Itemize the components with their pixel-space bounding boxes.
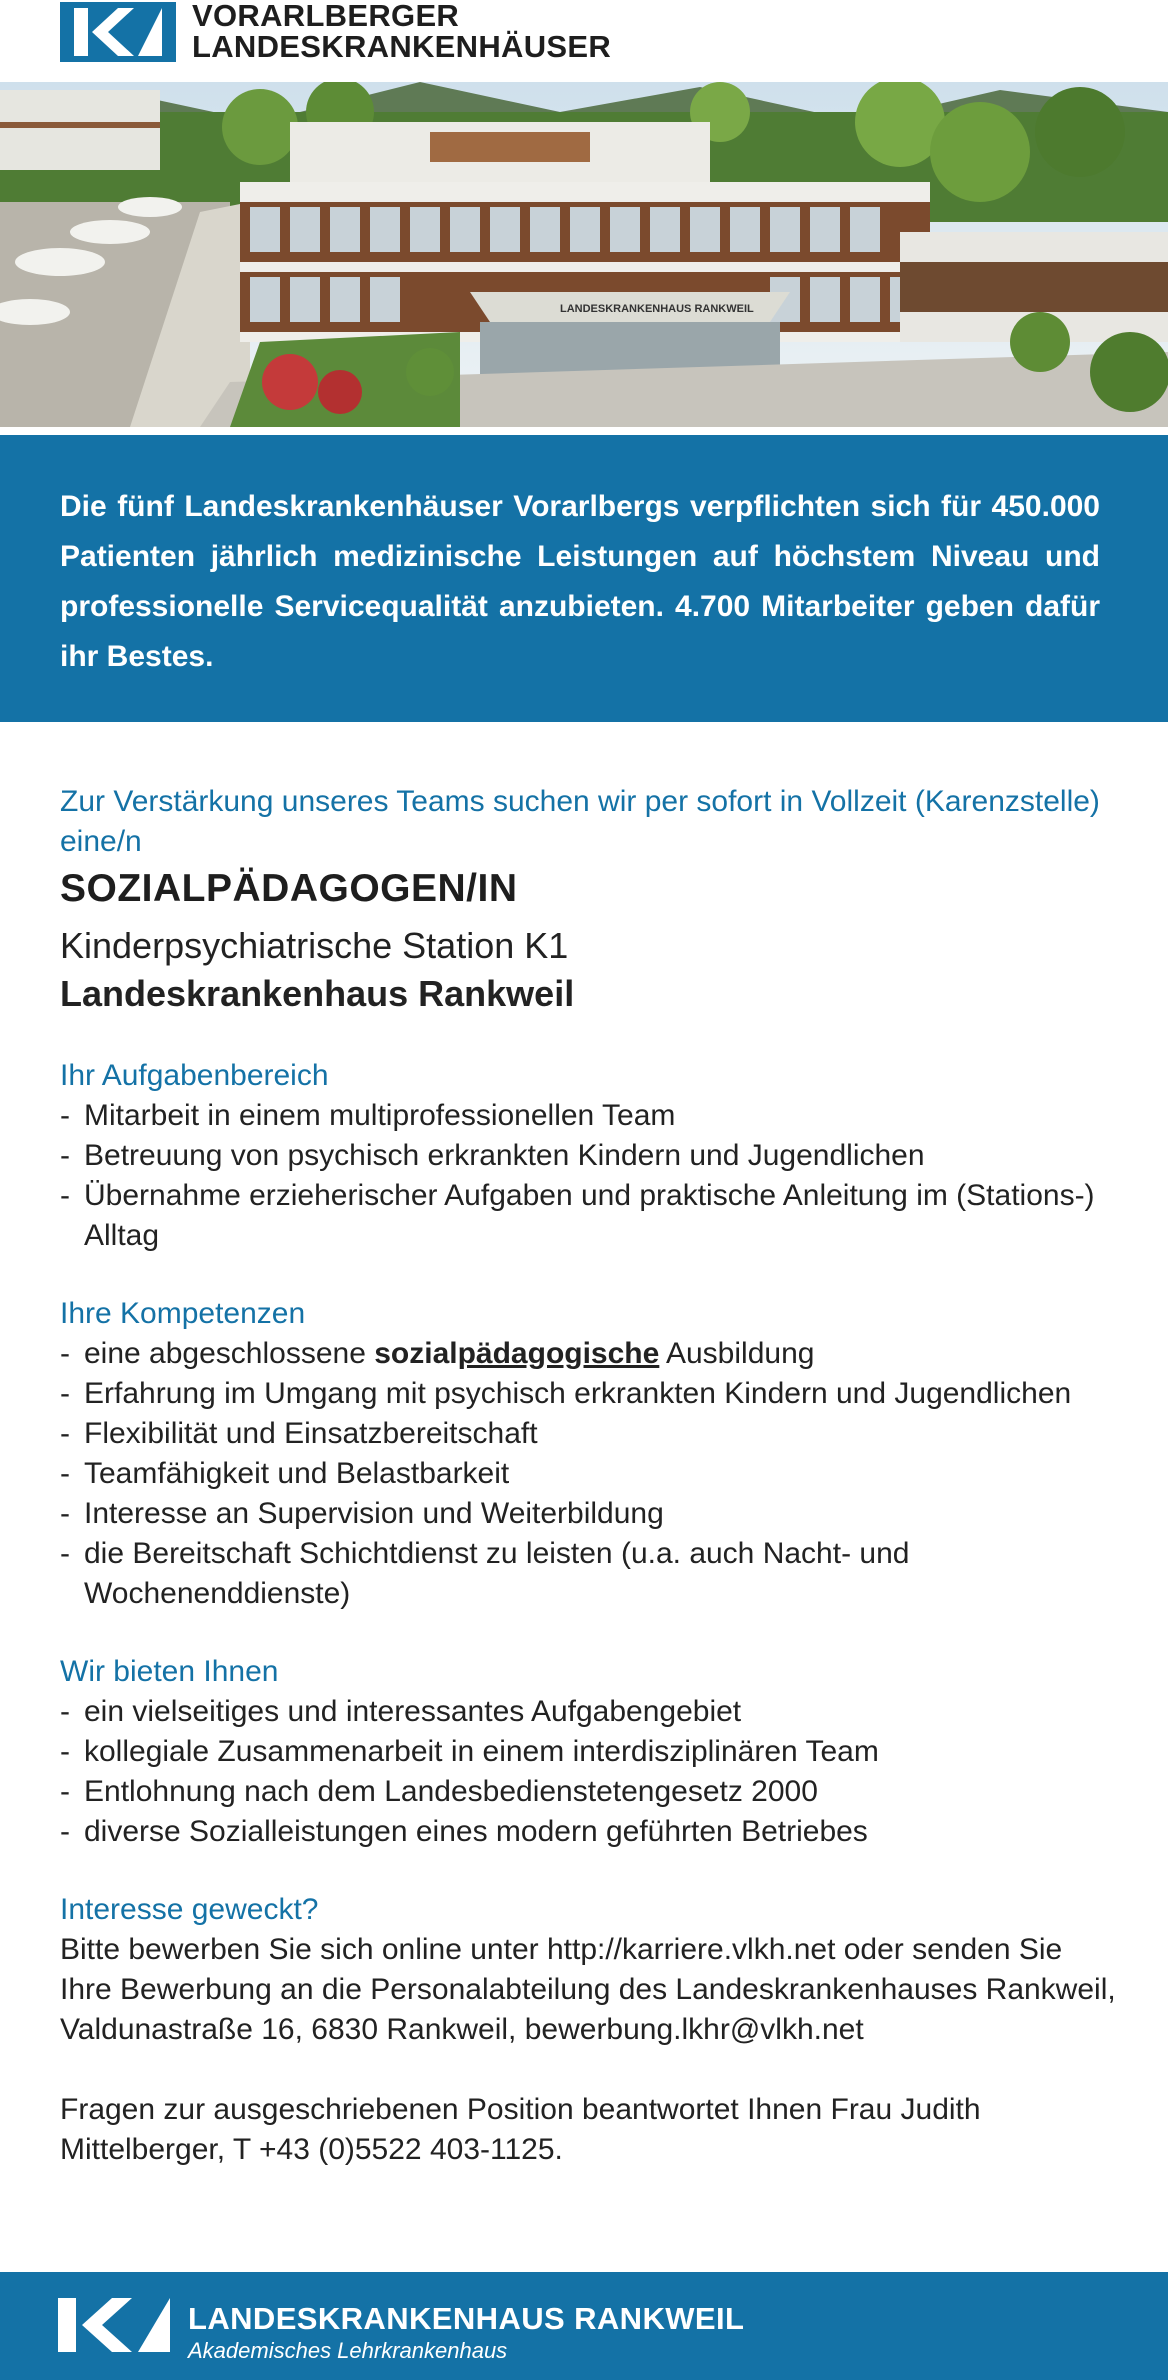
list-item: - diverse Sozialleistungen eines modern geführten Betriebes [60, 1812, 1120, 1852]
contact-heading: Interesse geweckt? [60, 1893, 319, 1926]
hospital-photo [0, 82, 1168, 427]
list-item: - Betreuung von psychisch erkrankten Kindern und Jugendlichen [60, 1136, 1120, 1176]
station-name: Kinderpsychiatrische Station K1 [60, 925, 569, 966]
list-item: - ein vielseitiges und interessantes Aufgabengebiet [60, 1692, 1120, 1732]
offer-list [60, 1692, 1120, 1852]
skills-item1-bold-a: sozial [374, 1337, 458, 1370]
skills-item1-bold-b: pädagogische [457, 1337, 660, 1370]
tasks-heading: Ihr Aufgabenbereich [60, 1059, 329, 1092]
vlkh-footer-logo-icon [58, 2294, 174, 2356]
posting-lead: Zur Verstärkung unseres Teams suchen wir per sofort in Vollzeit (Karenzstelle) eine/n [60, 785, 1100, 858]
list-item: - Mitarbeit in einem multiprofessionellen Team [60, 1096, 1120, 1136]
skills-list [60, 1334, 1120, 1614]
footer-subtitle: Akademisches Lehrkrankenhaus [188, 2338, 508, 2363]
tasks-list [60, 1096, 1120, 1256]
list-item [60, 1334, 1120, 1374]
canopy-sign: LANDESKRANKENHAUS RANKWEIL [560, 303, 754, 315]
job-title: SOZIALPÄDAGOGEN/IN [60, 867, 518, 910]
questions-text: Fragen zur ausgeschriebenen Position beantwortet Ihnen Frau Judith Mittelberger, T +43 (0)5522 403-1125. [60, 2093, 981, 2166]
skills-item1-before: eine abgeschlossene [84, 1337, 375, 1370]
logo-wordmark [192, 0, 611, 62]
job-posting [60, 782, 1120, 2170]
list-item: - die Bereitschaft Schichtdienst zu leisten (u.a. auch Nacht- und Wochenenddienste) [60, 1534, 1120, 1614]
skills-heading: Ihre Kompetenzen [60, 1297, 306, 1330]
apply-text: Bitte bewerben Sie sich online unter http://karriere.vlkh.net oder senden Sie Ihre Bewerbung an die Personalabteilung des Landeskrankenhauses Rankweil, Valdunastraße 16, 6830 Rankweil, bewerbung.lkhr@vlkh.net [60, 1933, 1116, 2046]
offer-heading: Wir bieten Ihnen [60, 1655, 279, 1688]
list-item: - Flexibilität und Einsatzbereitschaft [60, 1414, 1120, 1454]
list-item: - Teamfähigkeit und Belastbarkeit [60, 1454, 1120, 1494]
vlkh-logo-icon [60, 2, 176, 62]
hospital-name: Landeskrankenhaus Rankweil [60, 973, 575, 1014]
footer-hospital-name: LANDESKRANKENHAUS RANKWEIL [188, 2301, 745, 2336]
skills-item1-after: Ausbildung [659, 1337, 815, 1370]
logo-line2: LANDESKRANKENHÄUSER [192, 29, 612, 64]
hospital-building-illustration [0, 82, 1168, 427]
header [0, 0, 1168, 82]
list-item: - Übernahme erzieherischer Aufgaben und praktische Anleitung im (Stations-) Alltag [60, 1176, 1120, 1256]
list-item: - Interesse an Supervision und Weiterbildung [60, 1494, 1120, 1534]
list-item: - kollegiale Zusammenarbeit in einem interdisziplinären Team [60, 1732, 1120, 1772]
intro-text: Die fünf Landeskrankenhäuser Vorarlbergs verpflichten sich für 450.000 Patienten jährlich medizinische Leistungen auf höchstem Niveau und professionelle Servicequalität anzubieten. 4.700 Mitarbeiter geben dafür ihr Bestes. [60, 490, 1100, 673]
list-item: - Entlohnung nach dem Landesbedienstetengesetz 2000 [60, 1772, 1120, 1812]
footer [0, 2272, 1168, 2380]
logo-line1: VORARLBERGER [192, 0, 460, 33]
list-item: - Erfahrung im Umgang mit psychisch erkrankten Kindern und Jugendlichen [60, 1374, 1120, 1414]
